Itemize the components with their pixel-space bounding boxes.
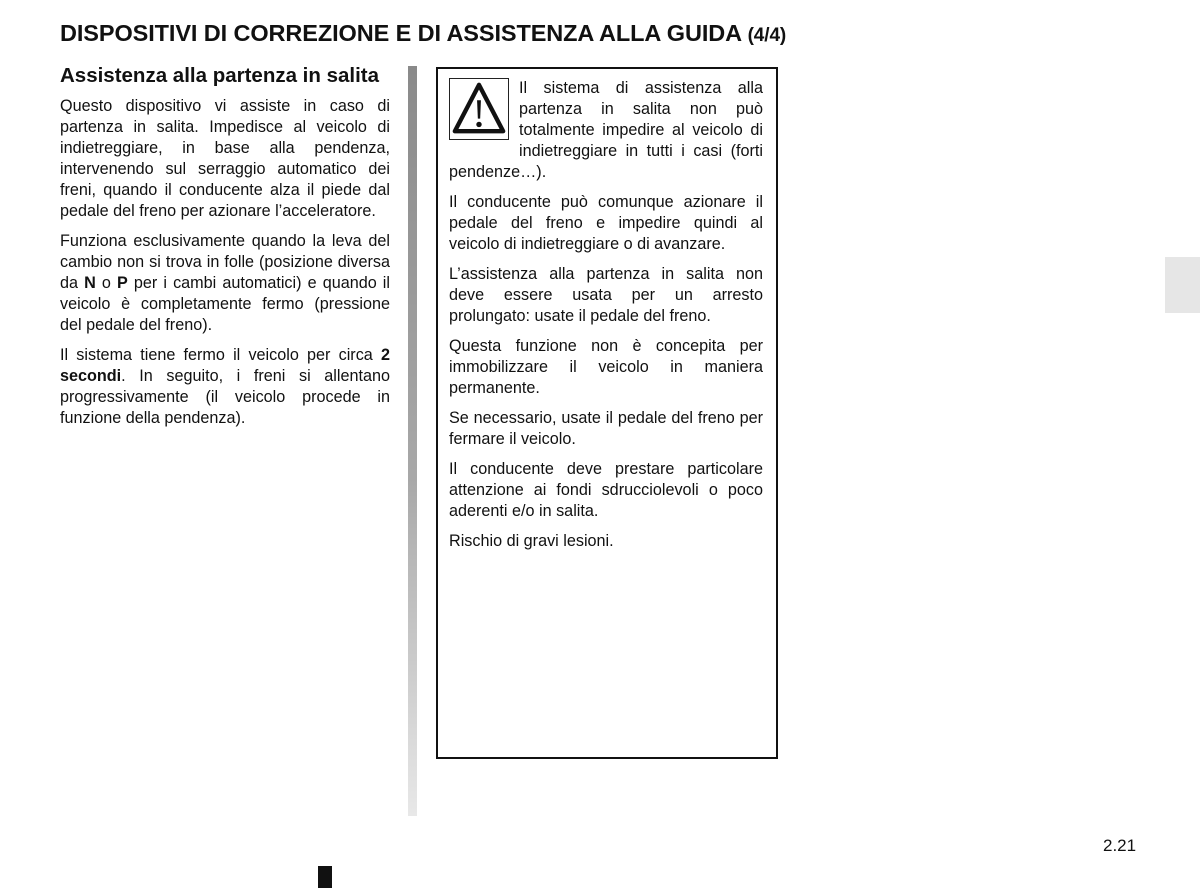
- warning-triangle-icon: [449, 78, 509, 140]
- warning-paragraph: Se necessario, usate il pedale del freno per fermare il veicolo.: [449, 409, 763, 448]
- warning-paragraph: Il conducente può comunque azionare il pedale del freno e impedire quindi al veicolo di indietreggiare o di avanzare.: [449, 193, 763, 253]
- paragraph-operation-end: per i cambi automatici) e quando il veicolo è completamente fermo (pressione del pedale del freno).: [60, 274, 390, 334]
- warning-paragraph: Questa funzione non è concepita per immobilizzare il veicolo in maniera permanente.: [449, 337, 763, 397]
- paragraph-operation-mid: o: [95, 274, 117, 292]
- left-column: [60, 63, 390, 438]
- paragraph-operation-start: Funziona esclusivamente quando la leva del cambio non si trova in folle (posizione diversa da: [60, 232, 390, 292]
- section-heading: Assistenza alla partenza in salita: [60, 64, 380, 87]
- chapter-edge-tab: [1165, 257, 1200, 313]
- page-title-suffix: (4/4): [747, 25, 787, 46]
- paragraph-duration: [60, 345, 390, 429]
- gear-park-label: P: [117, 274, 128, 292]
- warning-paragraph: L’assistenza alla partenza in salita non deve essere usata per un arresto prolungato: usate il pedale del freno.: [449, 265, 763, 325]
- page-title: [60, 20, 786, 47]
- gear-neutral-label: N: [84, 274, 96, 292]
- paragraph-description: Questo dispositivo vi assiste in caso di partenza in salita. Impedisce al veicolo di indietreggiare, in base alla pendenza, intervenendo sul serraggio automatico dei freni, quando il conducente alza il piede dal pedale del freno per azionare l’acceleratore.: [60, 97, 390, 220]
- paragraph-duration-end: . In seguito, i freni si allentano progressivamente (il veicolo procede in funzione della pendenza).: [60, 367, 390, 427]
- page-number: 2.21: [1103, 836, 1137, 855]
- warning-box: [436, 67, 778, 759]
- paragraph-duration-start: Il sistema tiene fermo il veicolo per circa: [60, 346, 381, 364]
- warning-paragraph: Il conducente deve prestare particolare attenzione ai fondi sdrucciolevoli o poco aderenti e/o in salita.: [449, 460, 763, 520]
- warning-paragraph: Rischio di gravi lesioni.: [449, 532, 614, 550]
- duration-value: 2 secondi: [60, 346, 390, 385]
- crop-mark: [318, 866, 332, 888]
- paragraph-operation: [60, 231, 390, 336]
- page-title-text: DISPOSITIVI DI CORREZIONE E DI ASSISTENZA ALLA GUIDA: [60, 20, 742, 46]
- section-side-bar: [408, 66, 417, 816]
- warning-paragraph: Il sistema di assistenza alla partenza in salita non può totalmente impedire al veicolo di indietreggiare in tutti i casi (forti pendenze…).: [449, 79, 763, 181]
